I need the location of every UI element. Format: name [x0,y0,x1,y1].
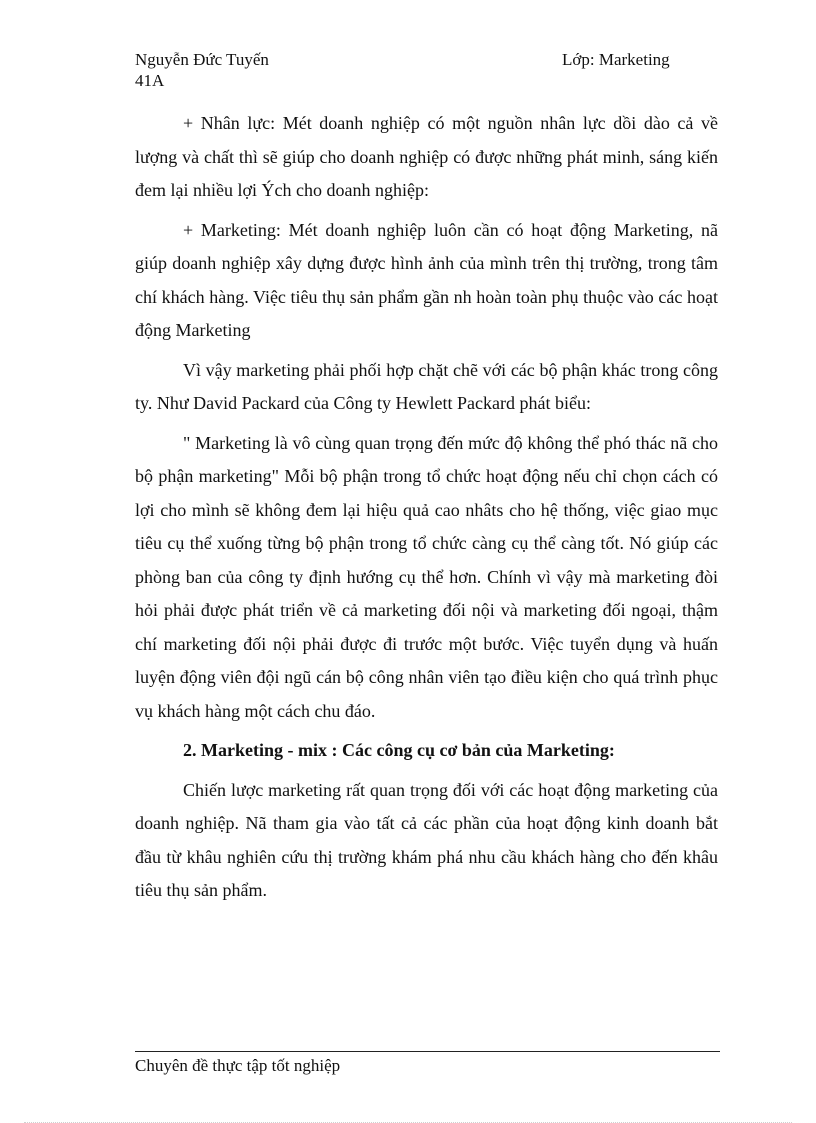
paragraph-human-resources: + Nhân lực: Mét doanh nghiệp có một nguồn nhân lực dồi dào cả về lượng và chất thì sẽ giúp cho doanh nghiệp có được những phát minh, sáng kiến đem lại nhiều lợi Ých cho doanh nghiệp: [135,113,718,200]
header-class: Lớp: Marketing [562,50,670,69]
paragraph-marketing: + Marketing: Mét doanh nghiệp luôn cần có hoạt động Marketing, nã giúp doanh nghiệp xây dựng được hình ảnh của mình trên thị trường, trong tâm chí khách hàng. Việc tiêu thụ sản phẩm gần nh hoàn toàn phụ thuộc vào các hoạt động Marketing [135,219,718,340]
author-class-code: 41A [135,71,165,90]
section-heading: 2. Marketing - mix : Các công cụ cơ bản của Marketing: [183,740,615,760]
header-author [135,49,269,91]
paragraph-strategy: Chiến lược marketing rất quan trọng đối với các hoạt động marketing của doanh nghiệp. Nã tham gia vào tất cả các phần của hoạt động kinh doanh bắt đầu từ khâu nghiên cứu thị trường khám phá nhu cầu khách hàng cho đến khâu tiêu thụ sản phẩm. [135,779,718,900]
paragraph-coordination: Vì vậy marketing phải phối hợp chặt chẽ với các bộ phận khác trong công ty. Như David Packard của Công ty Hewlett Packard phát biểu: [135,359,718,413]
author-name: Nguyễn Đức Tuyến [135,50,269,69]
paragraph-quote: " Marketing là vô cùng quan trọng đến mức độ không thể phó thác nã cho bộ phận marketing" Mỗi bộ phận trong tổ chức hoạt động nếu chỉ chọn cách có lợi cho mình sẽ không đem lại hiệu quả cao nhâts cho hệ thống, việc giao mục tiêu cụ thể xuống từng bộ phận trong tổ chức càng cụ thể càng tốt. Nó giúp các phòng ban của công ty định hướng cụ thể hơn. Chính vì vậy mà marketing đòi hỏi phải được phát triển về cả marketing đối nội và marketing đối ngoại, thậm chí marketing đối nội phải được đi trước một bước. Việc tuyển dụng và huấn luyện động viên đội ngũ cán bộ công nhân viên tạo điều kiện cho quá trình phục vụ khách hàng một cách chu đáo. [135,432,718,721]
footer-divider [135,1051,720,1052]
document-body [135,107,718,914]
footer-title: Chuyên đề thực tập tốt nghiệp [135,1056,341,1075]
